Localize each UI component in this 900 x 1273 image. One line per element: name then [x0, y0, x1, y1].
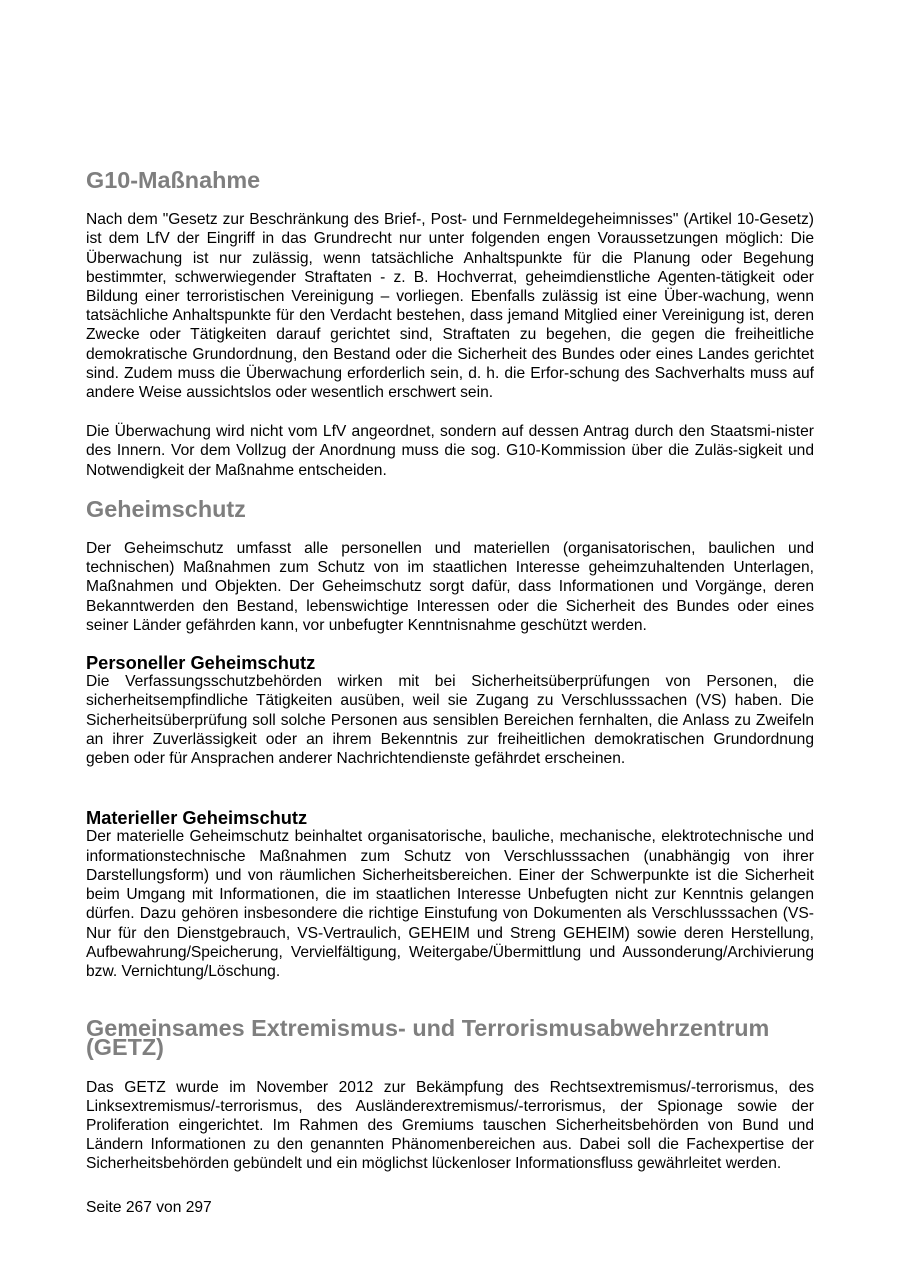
paragraph-materieller-geheimschutz: Der materielle Geheimschutz beinhaltet organisatorische, bauliche, mechanische, elektrotechnische und informationstechnische Maßnahmen zum Schutz von Verschlusssachen (unabhängig von ihrer Darstellungsform) und von räumlichen Sicherheitsbereichen. Einer der Schwerpunkte ist die Sicherheit beim Umgang mit Informationen, die im staatlichen Interesse Unbefugten nicht zur Kenntnis gelangen dürfen. Dazu gehören insbesondere die richtige Einstufung von Dokumenten als Verschlusssachen (VS-Nur für den Dienstgebrauch, VS-Vertraulich, GEHEIM und Streng GEHEIM) sowie deren Herstellung, Aufbewahrung/Speicherung, Vervielfältigung, Weitergabe/Übermittlung und Aussonderung/Archivierung bzw. Vernichtung/Löschung. [86, 828, 814, 980]
heading-geheimschutz: Geheimschutz [86, 495, 246, 522]
paragraph-g10-2: Die Überwachung wird nicht vom LfV angeordnet, sondern auf dessen Antrag durch den Staatsmi-nister des Innern. Vor dem Vollzug der Anordnung muss die sog. G10-Kommission über die Zuläs-sigkeit und Notwendigkeit der Maßnahme entscheiden. [86, 423, 814, 479]
subheading-materieller-geheimschutz: Materieller Geheimschutz [86, 807, 308, 829]
page-number: Seite 267 von 297 [86, 1199, 212, 1216]
heading-g10-massnahme: G10-Maßnahme [86, 167, 261, 193]
paragraph-g10-1: Nach dem "Gesetz zur Beschränkung des Brief-, Post- und Fernmeldegeheimnisses" (Artikel 10-Gesetz) ist dem LfV der Eingriff in das Grundrecht nur unter folgenden engen Voraussetzungen möglich: Die Überwachung ist nur zulässig, wenn tatsächliche Anhaltspunkte für die Planung oder Begehung bestimmter, schwerwiegender Straftaten - z. B. Hochverrat, geheimdienstliche Agenten-tätigkeit oder Bildung einer terroristischen Vereinigung – vorliegen. Ebenfalls zulässig ist eine Über-wachung, wenn tatsächliche Anhaltspunkte für den Verdacht bestehen, dass jemand Mitglied einer Vereinigung ist, deren Zwecke oder Tätigkeiten darauf gerichtet sind, Straftaten zu begehen, die gegen die freiheitliche demokratische Grundordnung, den Bestand oder die Sicherheit des Bundes oder eines Landes gerichtet sind. Zudem muss die Überwachung erforderlich sein, d. h. die Erfor-schung des Sachverhalts muss auf andere Weise aussichtslos oder wesentlich erschwert sein. [86, 211, 814, 402]
document-page [86, 167, 814, 1174]
paragraph-getz-1: Das GETZ wurde im November 2012 zur Bekämpfung des Rechtsextremismus/-terrorismus, des Linksextremismus/-terrorismus, des Ausländerextremismus/-terrorismus, der Spionage sowie der Proliferation eingerichtet. Im Rahmen des Gremiums tauschen Sicherheitsbehörden von Bund und Ländern Informationen zu den genannten Phänomenbereichen aus. Dabei soll die Fachexpertise der Sicherheitsbehörden gebündelt und ein möglichst lückenloser Informationsfluss gewährleitet werden. [86, 1078, 814, 1173]
subheading-personeller-geheimschutz: Personeller Geheimschutz [86, 652, 316, 674]
paragraph-personeller-geheimschutz: Die Verfassungsschutzbehörden wirken mit bei Sicherheitsüberprüfungen von Personen, die sicherheitsempfindliche Tätigkeiten ausüben, weil sie Zugang zu Verschlusssachen (VS) haben. Die Sicherheitsüberprüfung soll solche Personen aus sensiblen Bereichen fernhalten, die Anlass zu Zweifeln an ihrer Zuverlässigkeit oder an ihrem Bekenntnis zur freiheitlichen demokratischen Grundordnung geben oder für Ansprachen anderer Nachrichtendienste gefährdet erscheinen. [86, 673, 814, 768]
heading-getz: Gemeinsames Extremismus- und Terrorismusabwehrzentrum (GETZ) [86, 1015, 770, 1061]
paragraph-geheimschutz-1: Der Geheimschutz umfasst alle personellen und materiellen (organisatorischen, baulichen und technischen) Maßnahmen zum Schutz von im staatlichen Interesse geheimzuhaltenden Unterlagen, Maßnahmen und Objekten. Der Geheimschutz sorgt dafür, dass Informationen und Vorgänge, deren Bekanntwerden den Bestand, lebenswichtige Interessen oder die Sicherheit des Bundes oder eines seiner Länder gefährden kann, vor unbefugter Kenntnisnahme geschützt werden. [86, 540, 814, 634]
